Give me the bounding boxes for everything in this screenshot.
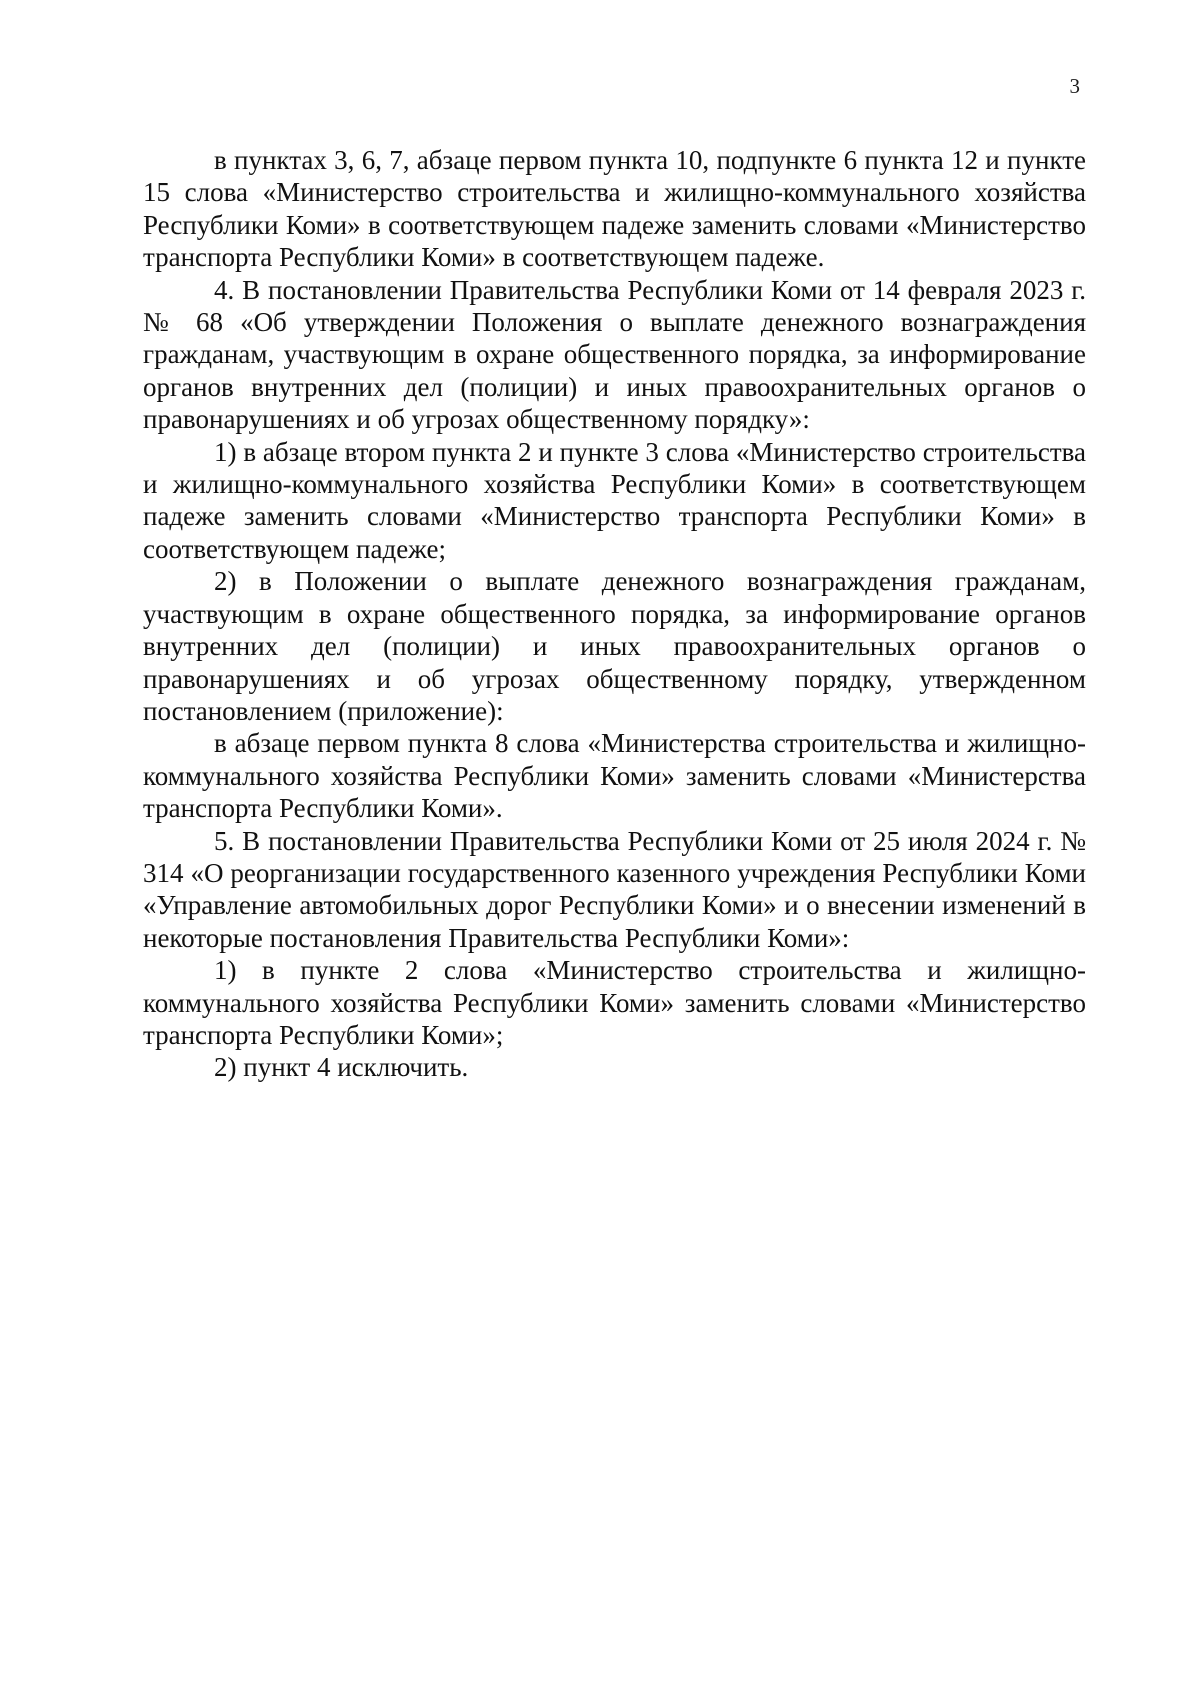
paragraph-subitem-4-2: 2) в Положении о выплате денежного вознаграждения гражданам, участвующим в охране общественного порядка, за информирование органов внутренних дел (полиции) и иных правоохранительных органов о правонарушениях и об угрозах общественному порядку, утвержденном постановлением (приложение): (143, 566, 1086, 726)
paragraph-subitem-4-1: 1) в абзаце втором пункта 2 и пункте 3 слова «Министерство строительства и жилищно-коммунального хозяйства Республики Коми» в соответствующем падеже заменить словами «Министерство транспорта Республики Коми» в соответствующем падеже; (143, 436, 1086, 564)
paragraph-item-4-resolution-68: 4. В постановлении Правительства Республики Коми от 14 февраля 2023 г. № 68 «Об утверждении Положения о выплате денежного вознаграждения гражданам, участвующим в охране общественного порядка, за информирование органов внутренних дел (полиции) и иных правоохранительных органов о правонарушениях и об угрозах общественному порядку»: (143, 274, 1086, 435)
page-number: 3 (1069, 74, 1080, 98)
paragraph-item-5-resolution-314: 5. В постановлении Правительства Республики Коми от 25 июля 2024 г. № 314 «О реорганизации государственного казенного учреждения Республики Коми «Управление автомобильных дорог Республики Коми» и о внесении изменений в некоторые постановления Правительства Республики Коми»: (143, 825, 1086, 953)
paragraph-amend-point-8: в абзаце первом пункта 8 слова «Министерства строительства и жилищно-коммунального хозяйства Республики Коми» заменить словами «Министерства транспорта Республики Коми». (143, 728, 1086, 824)
paragraph-subitem-5-1: 1) в пункте 2 слова «Министерство строительства и жилищно-коммунального хозяйства Республики Коми» заменить словами «Министерство транспорта Республики Коми»; (143, 955, 1086, 1050)
document-body (143, 144, 1086, 1084)
paragraph-subitem-5-2: 2) пункт 4 исключить. (214, 1052, 469, 1083)
paragraph-amend-points-3-6-7: в пунктах 3, 6, 7, абзаце первом пункта 10, подпункте 6 пункта 12 и пункте 15 слова «Министерство строительства и жилищно-коммунального хозяйства Республики Коми» в соответствующем падеже заменить словами «Министерство транспорта Республики Коми» в соответствующем падеже. (143, 145, 1086, 273)
